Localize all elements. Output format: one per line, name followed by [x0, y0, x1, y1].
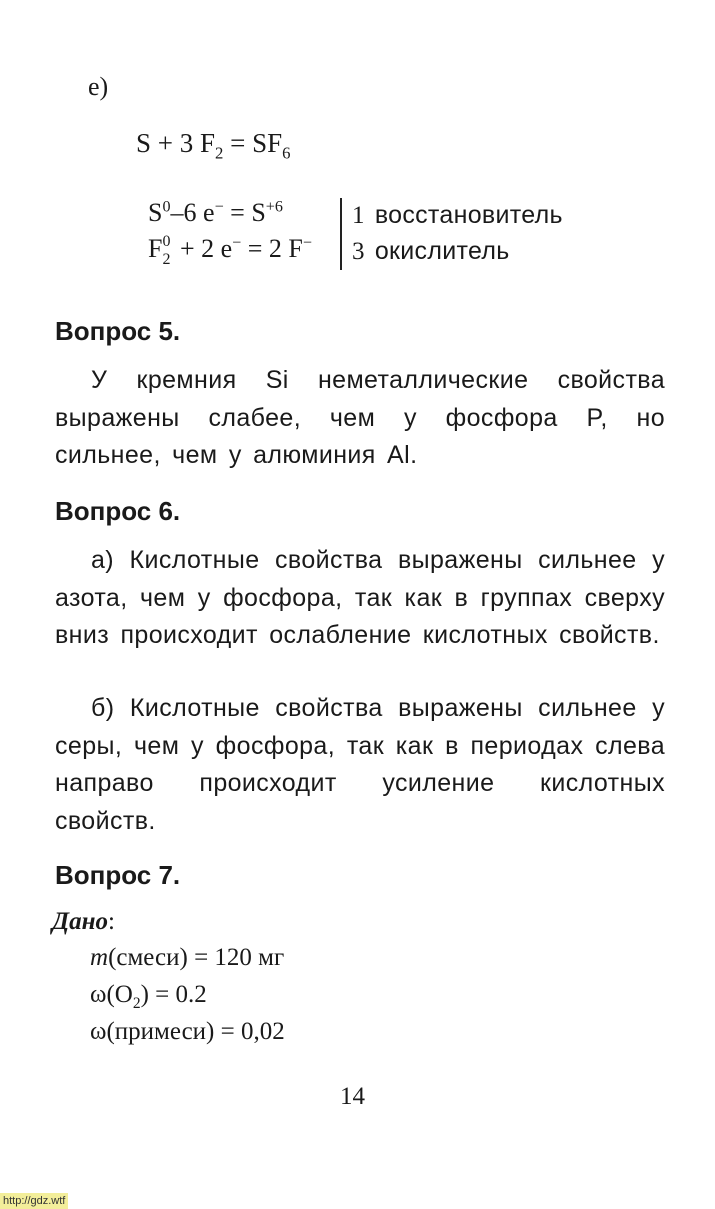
- given-colon: :: [107, 908, 115, 935]
- given-label: [52, 908, 115, 936]
- given-o2-post: ) = 0.2: [140, 981, 207, 1008]
- role-oxidizer: окислитель: [374, 237, 510, 265]
- role-row-1: [352, 201, 563, 230]
- balance-divider: [340, 198, 342, 270]
- hr2-rest: + 2 e: [173, 234, 233, 263]
- given-mass-var: m: [90, 944, 109, 971]
- reaction-equation: [136, 128, 291, 163]
- question-6-part-a: а) Кислотные свойства выражены сильнее у азота, чем у фосфора, так как в группах сверху вниз происходит ослабление кислотных свойств.: [55, 546, 665, 649]
- coefficient-1: 1: [352, 202, 365, 229]
- role-reducer: восстановитель: [374, 201, 563, 229]
- question-7-heading: Вопрос 7.: [55, 860, 181, 890]
- given-mass: [90, 944, 284, 972]
- hr1-rhs-sup: +6: [265, 198, 283, 216]
- equation-left: S + 3 F: [136, 128, 216, 158]
- hr2-charge: −: [232, 234, 242, 252]
- given-oxygen-fraction: [90, 981, 207, 1012]
- equation-middle: = SF: [223, 128, 283, 158]
- hr1-sup: 0: [162, 198, 171, 216]
- given-impurity-fraction: ω(примеси) = 0,02: [90, 1018, 285, 1045]
- part-label: е): [88, 72, 109, 101]
- question-5-heading: Вопрос 5.: [55, 316, 181, 346]
- given-o2-pre: ω(O: [90, 981, 133, 1008]
- hr1-base: S: [148, 198, 163, 227]
- coefficient-2: 3: [352, 238, 365, 265]
- role-row-2: [352, 237, 510, 266]
- question-6-heading: Вопрос 6.: [55, 496, 181, 526]
- half-reaction-fluorine: F 0 2 + 2 e− = 2 F−: [148, 233, 312, 268]
- page-number: 14: [340, 1083, 365, 1110]
- half-reaction-sulfur: [148, 198, 283, 228]
- hr1-charge: −: [214, 198, 224, 216]
- watermark-link[interactable]: http://gdz.wtf: [0, 1193, 68, 1209]
- given-o2-sub: 2: [132, 995, 141, 1012]
- hr1-rhs: = S: [223, 198, 266, 227]
- hr1-rest: –6 e: [170, 198, 215, 227]
- equation-sf-subscript: 6: [282, 143, 291, 163]
- given-mass-rest: (смеси) = 120 мг: [108, 944, 285, 971]
- given-label-text: Дано: [52, 908, 108, 935]
- equation-f-subscript: 2: [215, 143, 224, 163]
- hr2-base: F: [148, 234, 163, 263]
- hr2-rhs-sup: −: [302, 234, 312, 252]
- hr2-rhs: = 2 F: [241, 234, 303, 263]
- question-6-part-b: б) Кислотные свойства выражены сильнее у серы, чем у фосфора, так как в периодах слева направо происходит усиление кислотных свойств.: [55, 694, 665, 835]
- question-5-answer: У кремния Si неметаллические свойства выражены слабее, чем у фосфора P, но сильнее, чем у алюминия Al.: [55, 366, 665, 469]
